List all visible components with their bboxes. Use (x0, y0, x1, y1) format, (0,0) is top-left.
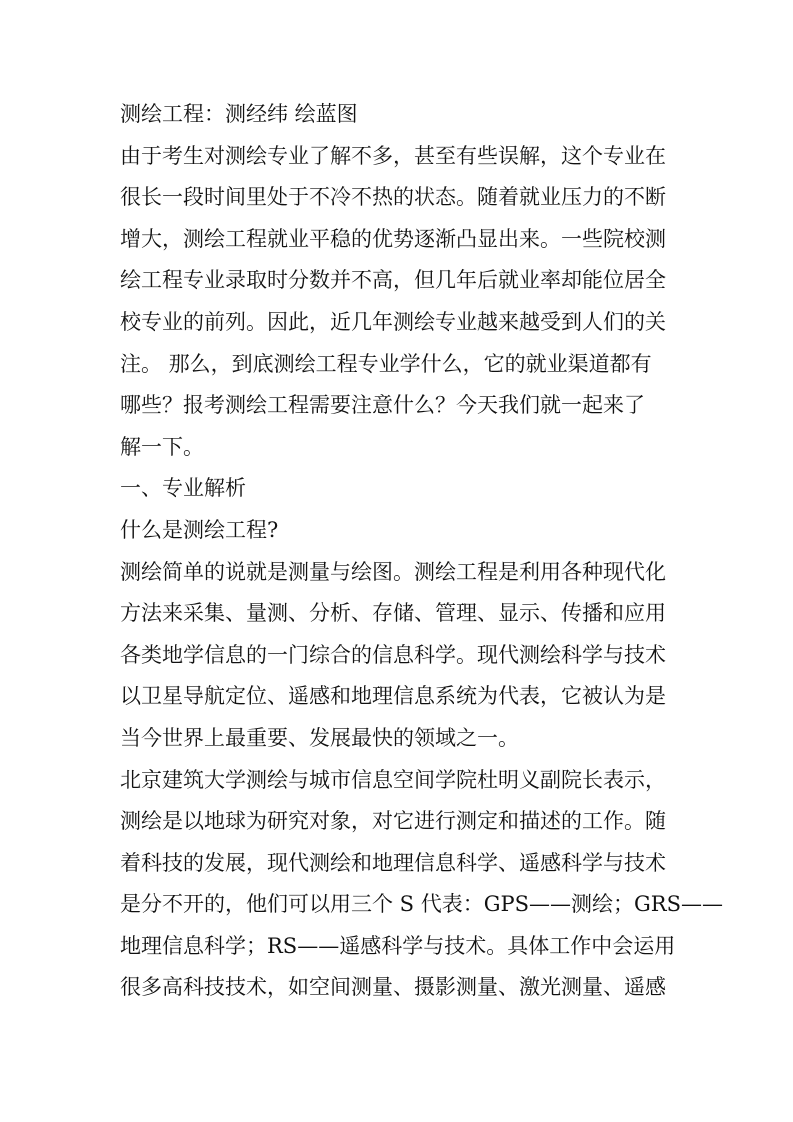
text-line: 当今世界上最重要、发展最快的领域之一。 (120, 725, 519, 750)
text-line: 是分不开的，他们可以用三个 S 代表：GPS——测绘；GRS—— (120, 892, 723, 917)
text-line: 注。 那么，到底测绘工程专业学什么，它的就业渠道都有 (120, 351, 652, 376)
text-line: 增大，测绘工程就业平稳的优势逐渐凸显出来。一些院校测 (120, 226, 666, 251)
definition-paragraph (120, 552, 710, 760)
text-line: 北京建筑大学测绘与城市信息空间学院杜明义副院长表示， (120, 767, 666, 792)
intro-paragraph (120, 136, 710, 469)
quote-paragraph (120, 760, 723, 1010)
document-page (120, 94, 723, 1009)
text-line: 校专业的前列。因此，近几年测绘专业越来越受到人们的关 (120, 309, 666, 334)
text-line: 测绘简单的说就是测量与绘图。测绘工程是利用各种现代化 (120, 559, 666, 584)
text-line: 地理信息科学；RS——遥感科学与技术。具体工作中会运用 (120, 933, 676, 958)
text-line: 由于考生对测绘专业了解不多，甚至有些误解，这个专业在 (120, 143, 666, 168)
text-line: 着科技的发展，现代测绘和地理信息科学、遥感科学与技术 (120, 850, 666, 875)
text-line: 解一下。 (120, 434, 204, 459)
text-line: 绘工程专业录取时分数并不高，但几年后就业率却能位居全 (120, 268, 666, 293)
text-line: 很长一段时间里处于不冷不热的状态。随着就业压力的不断 (120, 185, 666, 210)
text-line: 很多高科技技术，如空间测量、摄影测量、激光测量、遥感 (120, 975, 666, 1000)
text-line: 测绘是以地球为研究对象，对它进行测定和描述的工作。随 (120, 809, 666, 834)
text-line: 哪些？报考测绘工程需要注意什么？今天我们就一起来了 (120, 393, 645, 418)
document-title: 测绘工程：测经纬 绘蓝图 (120, 102, 358, 126)
subheading: 什么是测绘工程? (120, 517, 279, 542)
text-line: 各类地学信息的一门综合的信息科学。现代测绘科学与技术 (120, 642, 666, 667)
text-line: 方法来采集、量测、分析、存储、管理、显示、传播和应用 (120, 601, 666, 626)
section-heading: 一、专业解析 (120, 476, 246, 501)
text-line: 以卫星导航定位、遥感和地理信息系统为代表，它被认为是 (120, 684, 666, 709)
